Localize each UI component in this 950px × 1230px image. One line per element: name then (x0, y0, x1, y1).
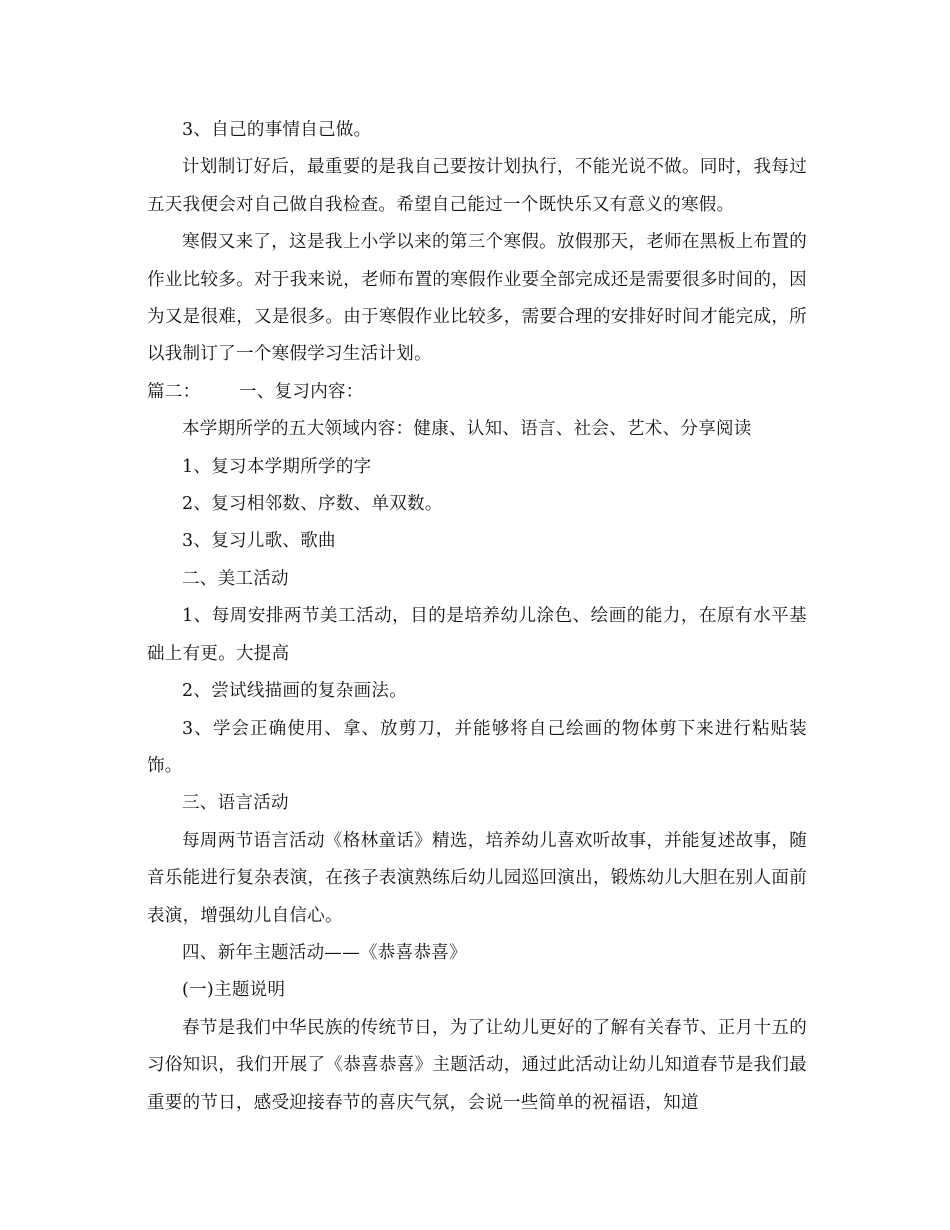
paragraph-line-drawing: 2、尝试线描画的复杂画法。 (182, 681, 408, 702)
heading-language-activity: 三、语言活动 (182, 793, 289, 814)
heading-new-year-theme: 四、新年主题活动——《恭喜恭喜》 (182, 942, 467, 963)
paragraph-review-numbers: 2、复习相邻数、序数、单双数。 (182, 494, 443, 515)
heading-art-activity: 二、美工活动 (182, 568, 289, 589)
paragraph-item-3-self: 3、自己的事情自己做。 (182, 120, 372, 140)
section-header (147, 374, 807, 411)
paragraph-spring-festival: 春节是我们中华民族的传统节日，为了让幼儿更好的了解有关春节、正月十五的习俗知识，我们开展了《恭喜恭喜》主题活动，通过此活动让幼儿知道春节是我们最重要的节日，感受迎接春节的喜庆气氛，会说一些简单的祝福语，知道 (147, 1017, 807, 1113)
paragraph-art-weekly: 1、每周安排两节美工活动，目的是培养幼儿涂色、绘画的能力，在原有水平基础上有更。大提高 (147, 606, 807, 664)
paragraph-scissors: 3、学会正确使用、拿、放剪刀，并能够将自己绘画的物体剪下来进行粘贴装饰。 (147, 718, 807, 776)
paragraph-review-songs: 3、复习儿歌、歌曲 (182, 531, 336, 552)
section-heading: 一、复习内容： (239, 381, 364, 402)
paragraph-five-domains: 本学期所学的五大领域内容：健康、认知、语言、社会、艺术、分享阅读 (182, 419, 752, 440)
heading-theme-description: (一)主题说明 (182, 980, 286, 1001)
paragraph-winter-break-intro: 寒假又来了，这是我上小学以来的第三个寒假。放假那天，老师在黑板上布置的作业比较多。对于我来说，老师布置的寒假作业要全部完成还是需要很多时间的，因为又是很难，又是很多。由于寒假作业比较多，需要合理的安排好时间才能完成，所以我制订了一个寒假学习生活计划。 (147, 232, 807, 365)
paragraph-plan-execution: 计划制订好后，最重要的是我自己要按计划执行，不能光说不做。同时，我每过五天我便会对自己做自我检查。希望自己能过一个既快乐又有意义的寒假。 (147, 157, 807, 215)
paragraph-grimm-tales: 每周两节语言活动《格林童话》精选，培养幼儿喜欢听故事，并能复述故事，随音乐能进行复杂表演，在孩子表演熟练后幼儿园巡回演出，锻炼幼儿大胆在别人面前表演，增强幼儿自信心。 (147, 830, 807, 926)
section-label: 篇二： (147, 381, 201, 402)
paragraph-review-characters: 1、复习本学期所学的字 (182, 456, 372, 477)
document-body (147, 112, 807, 1122)
